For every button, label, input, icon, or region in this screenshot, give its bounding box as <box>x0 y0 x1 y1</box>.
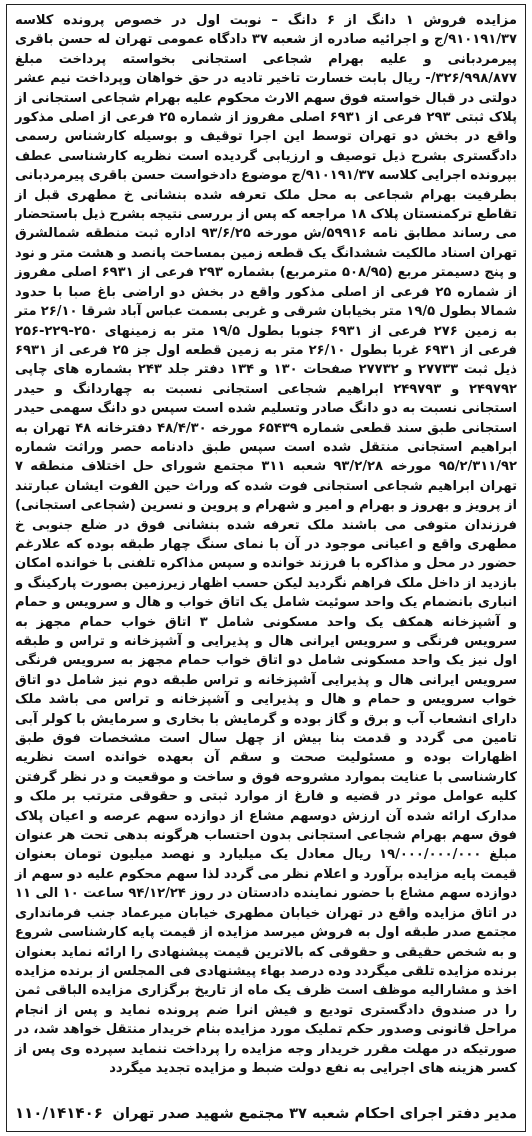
notice-code: ۱۱۰/۱۴۱۴۰۶ <box>15 1104 103 1122</box>
notice-signature: مدیر دفتر اجرای احکام شعبه ۳۷ مجتمع شهید صدر تهران <box>112 1104 517 1122</box>
auction-notice <box>6 4 526 1132</box>
notice-footer <box>15 1099 517 1127</box>
notice-body: مزایده فروش ۱ دانگ از ۶ دانگ – نوبت اول در خصوص پرونده کلاسه ۹۱۰۱۹۱/۳۷/ج و اجرائیه صادره از شعبه ۳۷ دادگاه عمومی تهران له حسن باقری پیرمردبانی و علیه بهرام شجاعی استجانی بخواسته پرداخت مبلغ ۳۲۶/۹۹۸/۸۷۷/- ریال بابت خسارت تاخیر تادیه در حق خواهان وپرداخت نیم عشر دولتی در قبال خواسته فوق سهم الارث محکوم علیه بهرام شجاعی استجانی از پلاک ثبتی ۲۹۳ فرعی از ۶۹۳۱ اصلی مفروز از شماره ۲۵ فرعی از اصلی مذکور واقع در بخش دو تهران توسط این اجرا توقیف و بوسیله کارشناس رسمی دادگستری بشرح ذیل توصیف و ارزیابی گردیده است نظریه کارشناسی عطف بپرونده اجرایی کلاسه ۹۱۰۱۹۱/۳۷/ج موضوع دادخواست حسن باقری پیرمردبانی بطرفیت بهرام شجاعی به محل ملک تعرفه شده بنشانی خ مطهری قبل از تقاطع ترکمنستان پلاک ۱۸ مراجعه که پس از بررسی نتیجه بشرح ذیل باستحضار می رساند مطابق نامه ۵۹۹۱۶/ش مورخه ۹۳/۶/۲۵ اداره ثبت منطقه شمالشرق تهران اسناد مالکیت ششدانگ یک قطعه زمین بمساحت پانصد و هشت متر و نود و پنج دسیمتر مربع (۵۰۸/۹۵ مترمربع) بشماره ۲۹۳ فرعی از ۶۹۳۱ اصلی مفروز از شماره ۲۵ فرعی از اصلی مذکور واقع در بخش دو اراضی باغ صبا با حدود شمالا بطول ۱۹/۵ متر بخیابان شرقی و غربی بسمت عباس آباد شرقا ۲۶/۱۰ متر به زمین ۲۷۶ فرعی از ۶۹۳۱ جنوبا بطول ۱۹/۵ متر به زمینهای ۲۵۰-۲۲۹-۲۵۶ فرعی از ۶۹۳۱ غربا بطول ۲۶/۱۰ متر به زمین قطعه اول جز ۲۵ فرعی از ۶۹۳۱ ذیل ثبت ۲۷۷۳۳ و ۲۷۷۳۲ صفحات ۱۳۰ و ۱۳۴ دفتر جلد ۲۴۳ بشماره های چاپی ۲۴۹۷۹۲ و ۲۴۹۷۹۳ ابراهیم شجاعی استجانی نسبت به چهاردانگ و حیدر استجانی نسبت به دو دانگ صادر وتسلیم شده است سپس دو دانگ سهمی حیدر استجانی طبق سند قطعی شماره ۶۵۴۳۹ مورخه ۴۸/۴/۳۰ دفترخانه ۴۸ تهران به ابراهیم استجانی منتقل شده است سپس طبق دادنامه حصر وراثت شماره ۹۵/۲/۳۱۱/۹۲ مورخه ۹۳/۲/۲۸ شعبه ۳۱۱ مجتمع شورای حل اختلاف منطقه ۷ تهران ابراهیم شجاعی استجانی فوت شده که وراث حین الفوت ایشان عبارتند از پرویز و بهروز و بهرام و امیر و شهرام و پروین و نسرین (شجاعی استجانی) فرزندان متوفی می باشند ملک تعرفه شده بنشانی فوق در ضلع جنوبی خ مطهری واقع و اعیانی موجود در آن با نمای سنگ چهار طبقه بوده که علارغم حضور در محل و مذاکره با فرزند خوانده و سپس مذاکره تلفنی با خوانده امکان بازدید از داخل ملک فراهم نگردید لیکن حسب اظهار زیرزمین بصورت پارکینگ و انباری بانضمام یک واحد سوئیت شامل یک اتاق خواب و هال و سرویس و حمام و آشپزخانه همکف یک واحد مسکونی شامل ۳ اتاق خواب حمام مجهز به سرویس فرنگی و سرویس ایرانی هال و پذیرایی و آشپزخانه و تراس و طبقه اول نیز یک واحد مسکونی شامل دو اتاق خواب حمام مجهز به سرویس فرنگی سرویس ایرانی هال و پذیرایی آشپزخانه و تراس طبقه دوم نیز شامل دو اتاق خواب سرویس و حمام و هال و پذیرایی و آشپزخانه و تراس می باشد ملک دارای انشعاب آب و برق و گاز بوده و گرمایش با بخاری و سرمایش با کولر آبی تامین می گردد و قدمت بنا بیش از چهل سال است مشخصات فوق طبق اظهارات بوده و مسئولیت صحت و سقم آن بعهده خوانده است نظریه کارشناسی با عنایت بموارد مشروحه فوق و ساخت و موقعیت و در نظر گرفتن کلیه عوامل موثر در قضیه و فارغ از موارد ثبتی و حقوقی مترتب بر ملک و مدارک ارائه شده آن ارزش دوسهم مشاع از دوازده سهم عرصه و اعیان پلاک فوق سهم بهرام شجاعی استجانی بدون احتساب هرگونه بدهی تحت هر عنوان مبلغ ۱۹/۰۰۰/۰۰۰/۰۰۰ ریال معادل یک میلیارد و نهصد میلیون تومان بعنوان قیمت پایه مزایده برآورد و اعلام نظر می گردد لذا سهم محکوم علیه دو سهم از دوازده سهم مشاع با حضور نماینده دادستان در روز ۹۴/۱۲/۲۴ ساعت ۱۰ الی ۱۱ در اتاق مزایده واقع در تهران خیابان مطهری خیابان میرعماد جنب فرمانداری مجتمع صدر طبقه اول به فروش میرسد مزایده از قیمت پایه کارشناسی شروع و به شخص حقیقی و حقوقی که بالاترین قیمت پیشنهادی را ارائه نماید بعنوان برنده مزایده تلقی میگردد وده درصد بهاء پیشنهادی فی المجلس از برنده مزایده اخذ و مشارالیه موظف است ظرف یک ماه از تاریخ برگزاری مزایده الباقی ثمن را در صندوق دادگستری تودیع و فیش انرا ضم پرونده نماید و پس از انجام مراحل قانونی وصدور حکم تملیک مورد مزایده بنام خریدار منتقل خواهد شد، در صورتیکه در مهلت مقرر خریدار وجه مزایده را پرداخت ننماید سپرده وی پس از کسر هزینه های اجرایی به نفع دولت ضبط و مزایده تجدید میگردد <box>15 13 518 1076</box>
